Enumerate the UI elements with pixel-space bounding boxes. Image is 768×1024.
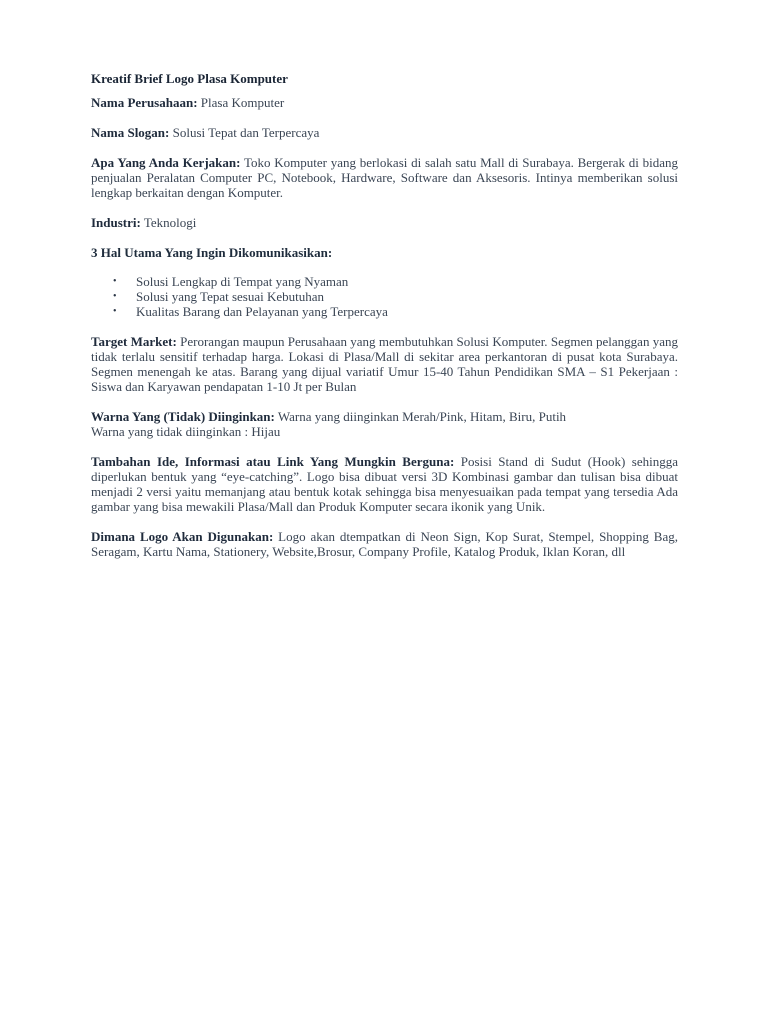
list-item — [113, 274, 678, 289]
target-market-label: Target Market: — [91, 334, 177, 349]
company-name-field — [91, 95, 678, 110]
colors-desired-value: Warna yang diinginkan Merah/Pink, Hitam, Biru, Putih — [277, 409, 567, 424]
bullet-icon: • — [113, 306, 117, 317]
slogan-value: Solusi Tepat dan Terpercaya — [172, 125, 320, 140]
industry-label: Industri: — [91, 215, 141, 230]
slogan-field — [91, 125, 678, 140]
additional-info-value: Posisi Stand di Sudut (Hook) sehingga diperlukan bentuk yang “eye-catching”. Logo bisa dibuat versi 3D Kombinasi gambar dan tulisan bisa dibuat menjadi 2 versi yaitu memanjang atau bentuk kotak sehingga bisa menyesuaikan pada tempat yang tersedia Ada gambar yang bisa mewakili Plasa/Mall dan Produk Komputer secara ikonik yang Unik. — [91, 454, 678, 514]
target-market-field — [91, 334, 678, 394]
business-label: Apa Yang Anda Kerjakan: — [91, 155, 241, 170]
document-title: Kreatif Brief Logo Plasa Komputer — [91, 71, 288, 86]
additional-info-label: Tambahan Ide, Informasi atau Link Yang Mungkin Berguna: — [91, 454, 455, 469]
logo-usage-field — [91, 529, 678, 559]
colors-label: Warna Yang (Tidak) Diinginkan: — [91, 409, 275, 424]
business-field — [91, 155, 678, 200]
bullet-icon: • — [113, 291, 117, 302]
document-page — [91, 71, 678, 574]
list-item-text: Solusi Lengkap di Tempat yang Nyaman — [136, 274, 349, 289]
list-item — [113, 289, 678, 304]
industry-field — [91, 215, 678, 230]
company-name-value: Plasa Komputer — [200, 95, 285, 110]
slogan-label: Nama Slogan: — [91, 125, 170, 140]
colors-field — [91, 409, 678, 439]
key-messages-list — [91, 274, 678, 319]
bullet-icon: • — [113, 276, 117, 287]
key-messages-heading: 3 Hal Utama Yang Ingin Dikomunikasikan: — [91, 245, 333, 260]
target-market-value: Perorangan maupun Perusahaan yang membutuhkan Solusi Komputer. Segmen pelanggan yang tidak terlalu sensitif terhadap harga. Lokasi di Plasa/Mall di sekitar area perkantoran di pusat kota Surabaya. Segmen menengah ke atas. Barang yang dijual variatif Umur 15-40 Tahun Pendidikan SMA – S1 Pekerjaan : Siswa dan Karyawan pendapatan 1-10 Jt per Bulan — [91, 334, 679, 394]
list-item — [113, 304, 678, 319]
business-value: Toko Komputer yang berlokasi di salah satu Mall di Surabaya. Bergerak di bidang penjualan Peralatan Computer PC, Notebook, Hardware, Software dan Aksesoris. Intinya memberikan solusi lengkap berkaitan dengan Komputer. — [91, 155, 678, 200]
industry-value: Teknologi — [143, 215, 197, 230]
company-name-label: Nama Perusahaan: — [91, 95, 198, 110]
colors-undesired-value: Warna yang tidak diinginkan : Hijau — [91, 424, 281, 439]
list-item-text: Kualitas Barang dan Pelayanan yang Terpercaya — [136, 304, 388, 319]
list-item-text: Solusi yang Tepat sesuai Kebutuhan — [136, 289, 325, 304]
additional-info-field — [91, 454, 678, 514]
logo-usage-value: Logo akan dtempatkan di Neon Sign, Kop Surat, Stempel, Shopping Bag, Seragam, Kartu Nama, Stationery, Website,Brosur, Company Profile, Katalog Produk, Iklan Koran, dll — [91, 529, 678, 559]
logo-usage-label: Dimana Logo Akan Digunakan: — [91, 529, 274, 544]
